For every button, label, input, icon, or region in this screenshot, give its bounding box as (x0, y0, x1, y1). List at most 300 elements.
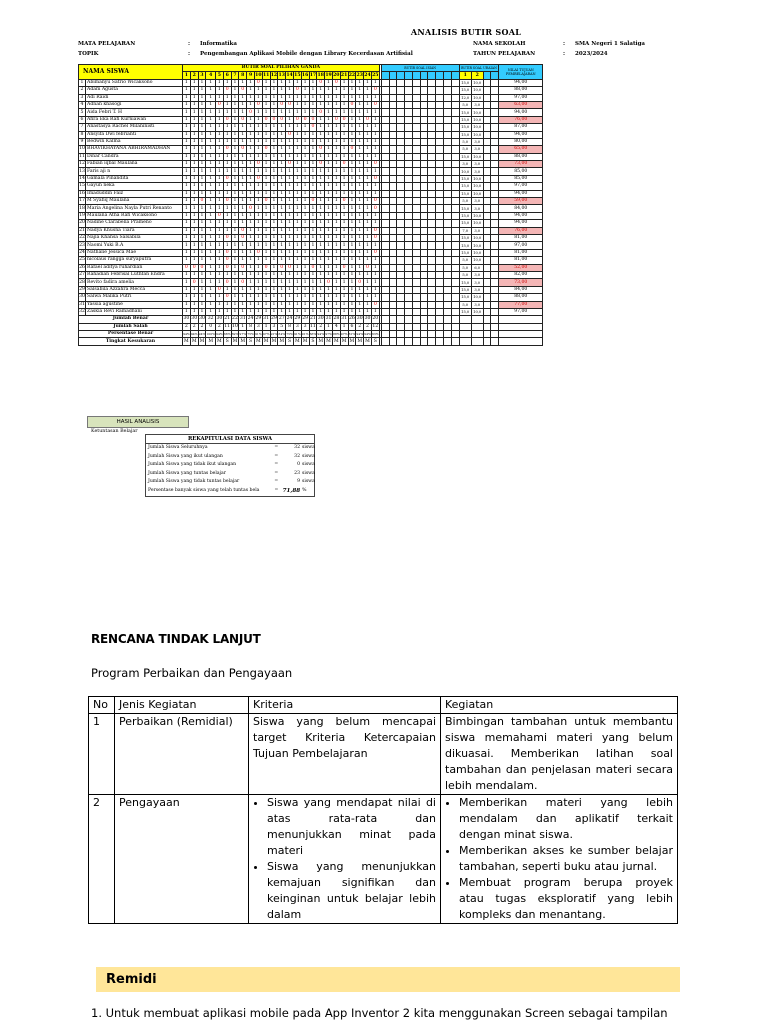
answer-cell: 1 (364, 101, 372, 108)
isian-cell (451, 146, 459, 153)
answer-cell: 0 (332, 79, 340, 86)
answer-cell: 1 (215, 183, 223, 190)
isian-cell (451, 212, 459, 219)
answer-cell: 1 (239, 286, 247, 293)
summary-cell: 30 (183, 316, 190, 322)
nilai-cell: 87,00 (499, 124, 543, 131)
isian-cell (381, 116, 389, 123)
list-item: • Memberikan materi yang lebih mendalam dan aplikatif terkait dengan minat siswa. (459, 795, 673, 843)
answer-cell: 0 (223, 294, 231, 301)
isian-cell (412, 308, 420, 315)
answer-cell: 0 (278, 264, 286, 271)
answer-cell: 1 (317, 227, 325, 234)
isian-cell (420, 301, 428, 308)
isian-cell (436, 190, 444, 197)
question-number: 8 (239, 72, 247, 79)
answer-cell: 1 (348, 153, 356, 160)
answer-cell: 1 (364, 308, 372, 315)
answer-cell: 1 (309, 79, 317, 86)
summary-cell: 84% (278, 332, 286, 337)
answer-cell: 1 (198, 286, 206, 293)
answer-cell: 1 (215, 161, 223, 168)
question-number: 13 (278, 72, 285, 78)
summary-label: Jumlah Benar (79, 316, 183, 323)
answer-cell: 1 (278, 109, 286, 116)
row-jenis: Perbaikan (Remidial) (115, 714, 249, 795)
isian-cell (420, 183, 428, 190)
isian-cell (389, 212, 397, 219)
answer-cell: 1 (183, 227, 191, 234)
summary-cell: 100% (206, 332, 215, 337)
isian-cell (412, 271, 420, 278)
question-number: 18 (317, 72, 324, 78)
uraian-score: 3,0 (471, 205, 483, 212)
nilai-cell: 81,00 (499, 249, 543, 256)
answer-cell: 1 (309, 168, 317, 175)
summary-cell: 3 (270, 323, 278, 330)
recap-rows (146, 444, 314, 496)
meta-value: SMA Negeri 1 Salatiga (575, 41, 645, 47)
answer-cell: 1 (293, 198, 301, 205)
answer-cell: 1 (239, 271, 247, 278)
answer-cell: 1 (198, 168, 206, 175)
isian-cell (428, 168, 436, 175)
answer-cell: 1 (286, 183, 294, 190)
isian-cell (420, 175, 428, 182)
answer-cell: 1 (206, 212, 216, 219)
isian-cell (436, 153, 444, 160)
answer-cell: 1 (231, 87, 239, 94)
answer-cell: 1 (301, 146, 309, 153)
isian-cell (451, 271, 459, 278)
uraian-cell (483, 131, 491, 138)
answer-cell: 1 (348, 264, 356, 271)
empty-cell (405, 323, 413, 330)
answer-cell: 1 (278, 138, 286, 145)
answer-cell: 1 (254, 308, 262, 315)
empty-cell (499, 316, 543, 323)
answer-cell: 1 (239, 168, 247, 175)
answer-cell: 1 (332, 264, 340, 271)
isian-cell (405, 308, 413, 315)
answer-cell: 1 (247, 146, 255, 153)
isian-cell (389, 308, 397, 315)
student-name: Rafael aditya ruhardian (86, 264, 183, 271)
question-number: 6 (223, 72, 231, 79)
summary-cell: M (318, 338, 324, 344)
isian-cell (444, 294, 452, 301)
answer-cell: 1 (356, 124, 364, 131)
summary-cell: M (357, 338, 363, 344)
answer-cell: 0 (340, 198, 348, 205)
summary-cell: M (349, 338, 355, 344)
summary-cell: 30 (364, 316, 371, 322)
summary-cell: 31 (341, 316, 348, 322)
isian-cell (381, 124, 389, 131)
isian-cell (389, 279, 397, 286)
answer-cell: 1 (356, 212, 364, 219)
answer-cell: 1 (309, 271, 317, 278)
student-no: 24 (79, 249, 85, 255)
isian-cell (412, 279, 420, 286)
isian-cell (397, 212, 405, 219)
meta-label: MATA PELAJARAN (78, 41, 136, 47)
empty-cell (389, 323, 397, 330)
isian-cell (428, 212, 436, 219)
answer-cell: 1 (371, 146, 379, 153)
answer-cell: 1 (231, 227, 239, 234)
summary-cell: 63% (371, 332, 379, 337)
answer-cell: 0 (215, 101, 223, 108)
summary-cell: 75% (247, 332, 254, 337)
answer-cell: 1 (254, 153, 262, 160)
isian-cell (420, 198, 428, 205)
answer-cell: 1 (254, 183, 262, 190)
uraian-score: 5,0 (459, 198, 471, 205)
uraian-cell (483, 101, 491, 108)
recap-label: Jumlah Siswa yang tuntas belajar (148, 470, 226, 476)
answer-cell: 1 (247, 198, 255, 205)
answer-cell: 1 (325, 190, 333, 197)
answer-cell: 0 (371, 175, 379, 182)
isian-cell (420, 79, 428, 86)
uraian-cell (491, 175, 499, 182)
answer-cell: 1 (371, 308, 379, 315)
answer-cell: 1 (348, 249, 356, 256)
summary-cell: 31 (239, 316, 246, 322)
isian-cell (389, 234, 397, 241)
summary-cell: 24 (247, 316, 254, 322)
answer-cell: 0 (223, 198, 231, 205)
uraian-score: 3,0 (471, 168, 483, 175)
answer-cell: 1 (348, 168, 356, 175)
answer-cell: 0 (293, 87, 301, 94)
answer-cell: 1 (301, 168, 309, 175)
answer-cell: 1 (293, 234, 301, 241)
table-row (79, 175, 543, 182)
isian-number (436, 72, 444, 79)
summary-cell: S (223, 338, 231, 345)
isian-cell (405, 294, 413, 301)
answer-cell: 1 (270, 94, 278, 101)
answer-cell: 1 (223, 94, 231, 101)
answer-cell: 1 (371, 168, 379, 175)
answer-cell: 1 (293, 294, 301, 301)
answer-cell: 1 (247, 79, 255, 86)
answer-cell: 1 (371, 190, 379, 197)
summary-cell: M (341, 338, 347, 344)
answer-cell: 1 (356, 220, 364, 227)
answer-cell: 1 (348, 87, 356, 94)
student-name: M Syafiq Maulana (86, 198, 183, 205)
answer-cell: 1 (223, 205, 231, 212)
nilai-cell: 94,00 (499, 190, 543, 197)
answer-cell: 1 (286, 79, 294, 86)
isian-cell (451, 109, 459, 116)
answer-cell: 1 (183, 220, 191, 227)
isian-cell (381, 153, 389, 160)
answer-cell: 1 (270, 175, 278, 182)
answer-cell: 1 (231, 286, 239, 293)
answer-cell: 1 (231, 212, 239, 219)
answer-cell: 1 (231, 138, 239, 145)
isian-cell (405, 257, 413, 264)
uraian-cell (491, 146, 499, 153)
meta-left: MATA PELAJARAN : Informatika TOPIK : Pengembangan Aplikasi Mobile dengan Library Kecerdasan Artifisial (78, 41, 413, 57)
isian-cell (444, 271, 452, 278)
answer-cell: 1 (254, 205, 262, 212)
table-row (79, 190, 543, 197)
answer-cell: 1 (325, 308, 333, 315)
empty-cell (436, 316, 444, 323)
answer-cell: 1 (215, 79, 223, 86)
answer-cell: 1 (190, 109, 198, 116)
answer-cell: 1 (190, 79, 198, 86)
isian-cell (420, 87, 428, 94)
empty-cell (397, 323, 405, 330)
answer-cell: 1 (215, 146, 223, 153)
uraian-cell (483, 153, 491, 160)
uraian-cell (491, 205, 499, 212)
answer-cell: 1 (254, 212, 262, 219)
answer-cell: 1 (340, 101, 348, 108)
answer-cell: 1 (309, 234, 317, 241)
uraian-cell (483, 264, 491, 271)
answer-cell: 0 (223, 249, 231, 256)
answer-cell: 1 (325, 205, 333, 212)
answer-cell: 1 (223, 153, 231, 160)
isian-cell (420, 264, 428, 271)
answer-cell: 1 (215, 301, 223, 308)
isian-cell (436, 87, 444, 94)
answer-cell: 1 (332, 87, 340, 94)
answer-cell: 1 (301, 94, 309, 101)
isian-cell (436, 279, 444, 286)
student-name: Naomi Yuki B.A (86, 242, 183, 249)
isian-cell (444, 301, 452, 308)
isian-cell (389, 264, 397, 271)
answer-cell: 1 (317, 168, 325, 175)
empty-cell (444, 331, 452, 338)
answer-cell: 1 (309, 286, 317, 293)
isian-cell (405, 101, 413, 108)
uraian-score: 10,0 (473, 184, 482, 189)
list-item: • Siswa yang mendapat nilai di atas rata-rata dan menunjukkan minat pada materi (267, 795, 436, 859)
isian-number (444, 72, 452, 79)
answer-cell: 1 (206, 205, 216, 212)
uraian-score: 15,0 (461, 287, 470, 292)
answer-cell: 1 (356, 294, 364, 301)
summary-cell: S (309, 338, 317, 345)
answer-cell: 1 (293, 227, 301, 234)
isian-cell (444, 190, 452, 197)
isian-cell (444, 308, 452, 315)
nilai-cell: 77,00 (499, 301, 543, 308)
answer-cell: 1 (190, 234, 198, 241)
summary-cell: 2 (215, 323, 223, 330)
isian-cell (389, 286, 397, 293)
answer-cell: 1 (301, 131, 309, 138)
meta-label: TAHUN PELAJARAN (473, 51, 536, 57)
isian-cell (405, 138, 413, 145)
uraian-cell (483, 87, 491, 94)
answer-cell: 1 (262, 109, 270, 116)
remidi-heading: Remidi (96, 967, 680, 992)
answer-cell: 1 (364, 168, 372, 175)
answer-cell: 1 (206, 168, 216, 175)
list-item: • Siswa yang menunjukkan kemajuan signifikan dan keinginan untuk belajar lebih dalam (267, 859, 436, 923)
isian-cell (444, 101, 452, 108)
answer-cell: 0 (239, 87, 247, 94)
question-number: 5 (215, 72, 223, 79)
isian-cell (436, 94, 444, 101)
uraian-score: 15,0 (461, 80, 470, 85)
answer-cell: 1 (262, 205, 270, 212)
summary-cell: M (240, 338, 246, 344)
answer-cell: 1 (340, 131, 348, 138)
answer-cell: 1 (231, 271, 239, 278)
isian-cell (436, 220, 444, 227)
isian-cell (389, 94, 397, 101)
empty-cell (436, 338, 444, 345)
answer-cell: 1 (317, 220, 325, 227)
answer-cell: 1 (278, 168, 286, 175)
answer-cell: 1 (293, 279, 301, 286)
summary-cell: 31 (263, 316, 270, 322)
isian-cell (405, 175, 413, 182)
uraian-cell (491, 79, 499, 86)
answer-cell: 1 (183, 168, 191, 175)
answer-cell: 1 (247, 264, 255, 271)
isian-cell (451, 198, 459, 205)
answer-cell: 1 (262, 234, 270, 241)
answer-cell: 1 (231, 279, 239, 286)
uraian-score: 15,0 (461, 243, 470, 248)
answer-cell: 1 (183, 308, 191, 315)
recap-eq: = (274, 470, 279, 476)
answer-cell: 1 (325, 116, 333, 123)
answer-cell: 1 (223, 124, 231, 131)
student-no: 2 (79, 87, 86, 94)
uraian-score: 10,0 (473, 214, 482, 218)
student-name: Nadya Khusna Tiara (86, 227, 183, 234)
answer-cell: 0 (286, 131, 294, 138)
answer-cell: 1 (356, 153, 364, 160)
answer-cell: 1 (348, 271, 356, 278)
answer-cell: 1 (364, 212, 372, 219)
answer-cell: 1 (340, 79, 348, 86)
isian-cell (405, 168, 413, 175)
summary-cell: 69% (231, 332, 239, 337)
isian-cell (428, 294, 436, 301)
answer-cell: 1 (278, 87, 286, 94)
question-number: 12 (270, 72, 278, 78)
table-row (79, 205, 543, 212)
answer-cell: 1 (364, 124, 372, 131)
answer-cell: 1 (348, 109, 356, 116)
uraian-cell (483, 227, 491, 234)
answer-cell: 1 (190, 101, 198, 108)
isian-cell (405, 220, 413, 227)
question-number: 19 (325, 72, 332, 78)
answer-cell: 1 (215, 94, 223, 101)
isian-cell (405, 109, 413, 116)
answer-cell: 1 (309, 161, 317, 168)
uraian-score: 10,0 (473, 258, 482, 263)
answer-cell: 0 (254, 175, 262, 182)
answer-cell: 1 (317, 153, 325, 160)
answer-cell: 1 (247, 153, 255, 160)
answer-cell: 1 (364, 183, 372, 190)
answer-cell: 1 (317, 301, 325, 308)
isian-cell (412, 227, 420, 234)
nilai-cell: 94,00 (499, 212, 543, 219)
isian-cell (436, 124, 444, 131)
summary-cell: 21 (310, 316, 316, 322)
answer-cell: 0 (262, 198, 270, 205)
recap-value: 32 (294, 445, 300, 450)
answer-cell: 1 (270, 87, 278, 94)
answer-cell: 1 (231, 109, 239, 116)
empty-cell (471, 338, 483, 345)
answer-cell: 1 (356, 308, 364, 315)
answer-cell: 1 (332, 249, 340, 256)
isian-cell (451, 175, 459, 182)
answer-cell: 1 (325, 131, 333, 138)
uraian-score: 3,0 (471, 227, 483, 234)
empty-cell (397, 338, 405, 345)
student-no: 8 (79, 131, 86, 138)
answer-cell: 1 (223, 301, 231, 308)
answer-cell: 1 (309, 146, 317, 153)
answer-cell: 1 (356, 109, 364, 116)
answer-cell: 1 (364, 234, 372, 241)
isian-cell (389, 294, 397, 301)
answer-cell: 1 (206, 249, 216, 256)
answer-cell: 1 (198, 146, 206, 153)
empty-cell (444, 323, 452, 330)
answer-cell: 0 (223, 264, 231, 271)
isian-cell (436, 301, 444, 308)
summary-cell: 94% (364, 332, 371, 337)
answer-cell: 1 (332, 271, 340, 278)
isian-cell (428, 79, 436, 86)
isian-number (451, 72, 459, 79)
isian-cell (420, 131, 428, 138)
answer-cell: 1 (231, 116, 239, 123)
answer-cell: 1 (247, 94, 255, 101)
answer-cell: 1 (340, 227, 348, 234)
answer-cell: 1 (332, 153, 340, 160)
isian-cell (389, 131, 397, 138)
uraian-score: 10,0 (473, 88, 482, 93)
answer-cell: 0 (371, 249, 379, 256)
answer-cell: 1 (239, 161, 247, 168)
answer-cell: 1 (254, 94, 262, 101)
summary-row (79, 323, 543, 330)
nilai-cell: 97,00 (499, 94, 543, 101)
isian-cell (444, 138, 452, 145)
uraian-score: 3,0 (471, 146, 483, 153)
answer-cell: 1 (231, 198, 239, 205)
meta-right: NAMA SEKOLAH : SMA Negeri 1 Salatiga TAHUN PELAJARAN : 2023/2024 (473, 41, 645, 57)
answer-cell: 1 (270, 183, 278, 190)
answer-cell: 0 (254, 79, 262, 86)
answer-cell: 1 (223, 212, 231, 219)
list-item: • Membuat program berupa proyek atau tugas eksploratif yang lebih kompleks dan menantang. (459, 875, 673, 923)
answer-cell: 1 (293, 94, 301, 101)
answer-cell: 1 (247, 234, 255, 241)
